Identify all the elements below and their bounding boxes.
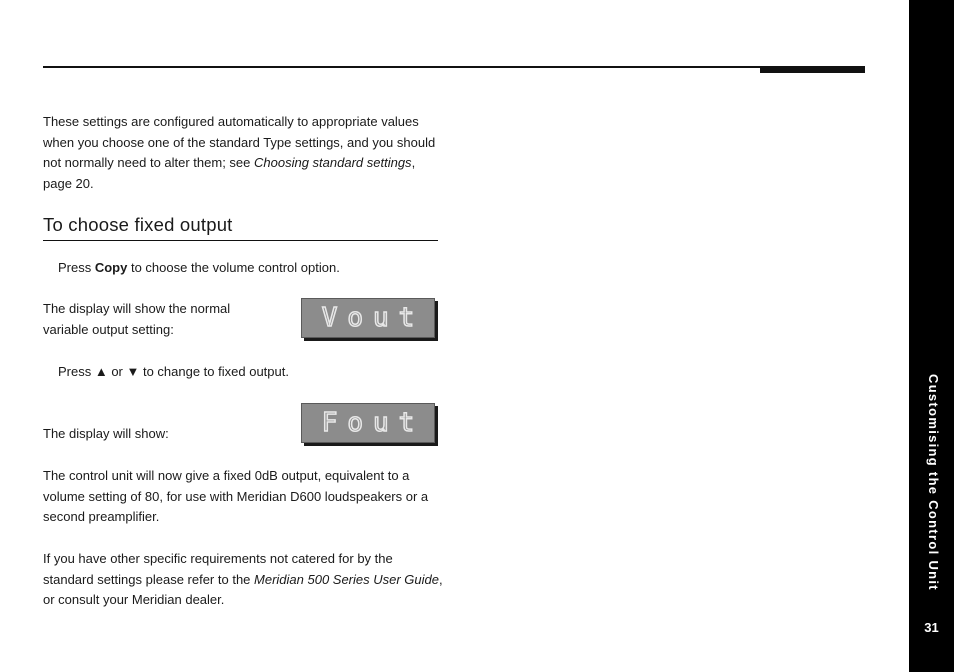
other-requirements-paragraph bbox=[43, 549, 443, 611]
user-guide-reference: Meridian 500 Series User Guide bbox=[254, 571, 439, 587]
page-number: 31 bbox=[924, 620, 939, 635]
para3-text: If you have other specific requirements not catered for by the standard settings please refer to the bbox=[43, 551, 393, 587]
section-heading: To choose fixed output bbox=[43, 212, 438, 241]
step-press-arrows: Press ▲ or ▼ to change to fixed output. bbox=[58, 364, 289, 379]
top-rule bbox=[43, 66, 865, 68]
step-press-copy bbox=[58, 259, 340, 277]
copy-key-label: Copy bbox=[94, 260, 128, 275]
fixed-output-paragraph: The control unit will now give a fixed 0dB output, equivalent to a volume setting of 80, for use with Meridian D600 loudspeakers or a second preamplifier. bbox=[43, 468, 429, 525]
step1-prefix: Press bbox=[58, 260, 95, 275]
lcd-display-vout bbox=[301, 298, 435, 338]
para3-text-end: , or consult your Meridian dealer. bbox=[43, 571, 443, 608]
intro-text-end: , page 20. bbox=[43, 155, 416, 192]
lcd-text bbox=[312, 408, 425, 438]
step1-suffix: to choose the volume control option. bbox=[127, 260, 340, 275]
display2-label: The display will show: bbox=[43, 426, 169, 441]
intro-reference: Choosing standard settings bbox=[254, 155, 412, 171]
lcd-text bbox=[312, 303, 425, 333]
lcd-display-fout bbox=[301, 403, 435, 443]
lcd-value: Fout bbox=[321, 408, 425, 438]
display1-label: The display will show the normal variable output setting: bbox=[43, 301, 231, 337]
top-rule-accent bbox=[760, 66, 865, 73]
lcd-value: Vout bbox=[321, 303, 425, 333]
chapter-title: Customising the Control Unit bbox=[926, 374, 941, 591]
intro-paragraph bbox=[43, 112, 443, 195]
intro-text: These settings are configured automatically to appropriate values when you choose one of the standard Type settings, and you should not normally need to alter them; see bbox=[43, 114, 436, 171]
